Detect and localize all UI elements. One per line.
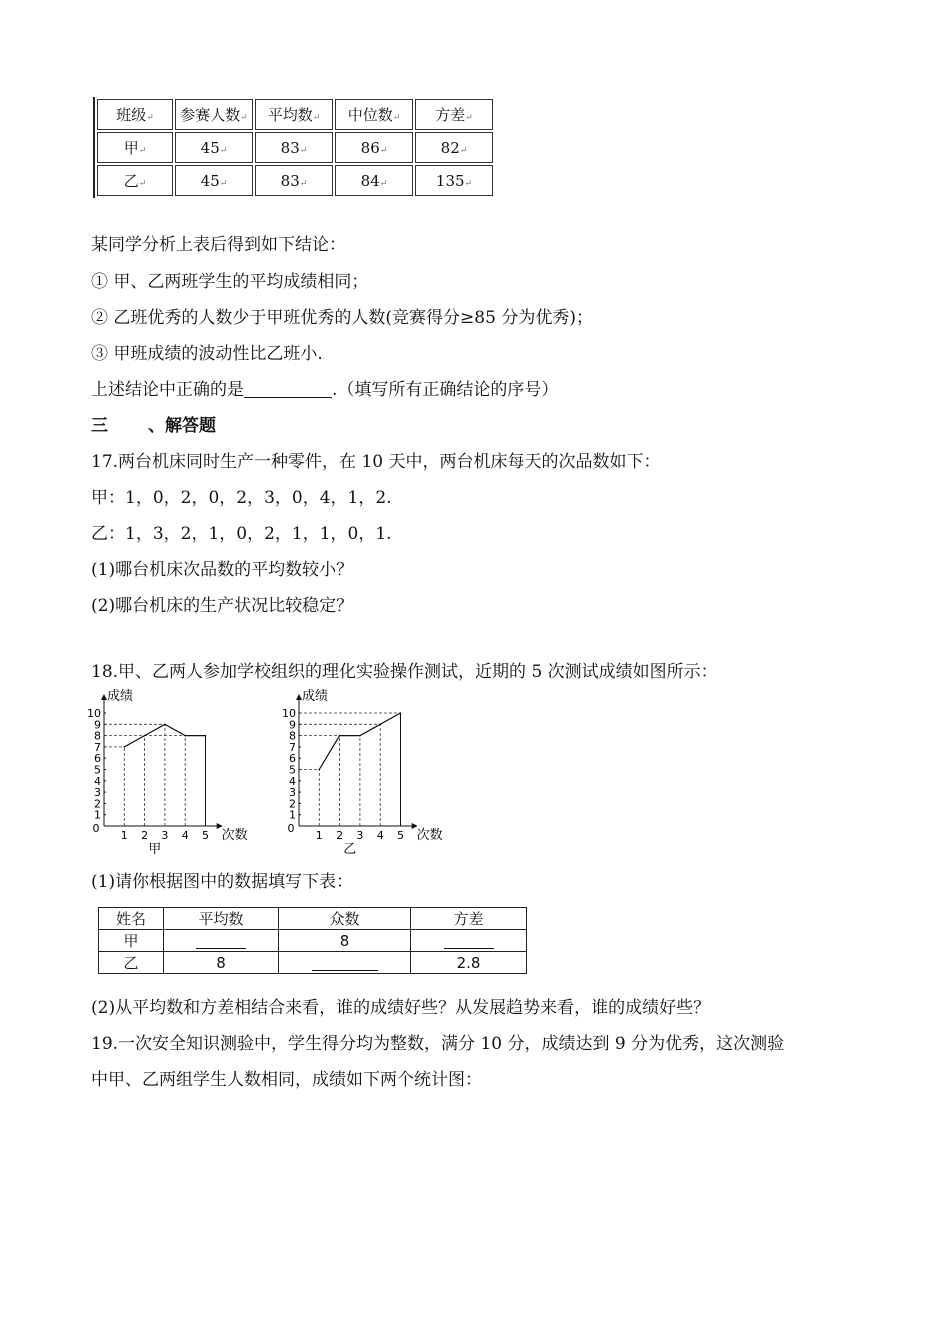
table-cell: 甲↵ xyxy=(97,132,173,163)
y-tick-label: 3 xyxy=(94,786,101,800)
table-header-cell: 方差 xyxy=(411,908,527,930)
q17-part-2: (2)哪台机床的生产状况比较稳定？ xyxy=(91,596,354,616)
table-cell: 83↵ xyxy=(255,165,333,196)
y-tick-label: 4 xyxy=(94,774,101,788)
section-number: 三 xyxy=(91,416,108,436)
table-cell xyxy=(411,930,527,952)
y-tick-label: 7 xyxy=(94,740,101,754)
q16-conclusion-2: ② 乙班优秀的人数少于甲班优秀的人数(竞赛得分≥85 分为优秀)； xyxy=(91,308,593,328)
table-header-cell: 姓名 xyxy=(99,908,164,930)
data-point xyxy=(339,735,341,737)
y-axis-label: 成绩 xyxy=(302,689,329,704)
class-stats-table xyxy=(93,97,495,198)
answer-blank[interactable] xyxy=(196,934,246,949)
q17-jia-data: 甲：1，0，2，0，2，3，0，4，1，2. xyxy=(91,488,392,508)
table-cell: 83↵ xyxy=(255,132,333,163)
x-tick-label: 3 xyxy=(161,829,169,842)
y-tick-label: 1 xyxy=(94,808,101,822)
table-cell: 乙 xyxy=(99,952,164,974)
y-tick-label: 8 xyxy=(94,729,101,743)
chart-title: 甲 xyxy=(148,842,162,856)
q18-stem: 18.甲、乙两人参加学校组织的理化实验操作测试，近期的 5 次测试成绩如图所示： xyxy=(91,662,718,682)
table-header-row xyxy=(99,908,527,930)
table-cell: 甲 xyxy=(99,930,164,952)
y-tick-label: 4 xyxy=(289,774,296,788)
data-point xyxy=(319,769,321,771)
x-tick-label: 2 xyxy=(141,829,149,842)
q16-intro: 某同学分析上表后得到如下结论： xyxy=(91,235,346,255)
y-tick-label: 10 xyxy=(282,707,296,720)
q16-answer-line xyxy=(91,378,558,402)
table-cell: 45↵ xyxy=(175,165,253,196)
y-tick-label: 1 xyxy=(289,808,296,822)
q16-answer-prefix: 上述结论中正确的是 xyxy=(91,380,244,400)
y-tick-label: 2 xyxy=(289,797,296,811)
origin-label: 0 xyxy=(92,822,100,835)
x-tick-label: 4 xyxy=(376,829,384,842)
q16-conclusion-1: ① 甲、乙两班学生的平均成绩相同； xyxy=(91,272,369,292)
series-line xyxy=(319,713,400,770)
y-tick-label: 8 xyxy=(289,729,296,743)
q18-part-2: (2)从平均数和方差相结合来看，谁的成绩好些？从发展趋势来看，谁的成绩好些？ xyxy=(91,998,711,1018)
x-tick-label: 5 xyxy=(202,829,209,842)
table-header-cell: 参赛人数↵ xyxy=(175,99,253,130)
table-cell: 86↵ xyxy=(335,132,413,163)
table-row xyxy=(97,165,493,196)
table-cell: 8 xyxy=(279,930,411,952)
y-tick-label: 9 xyxy=(289,718,296,732)
answer-blank[interactable] xyxy=(444,934,494,949)
q16-answer-blank[interactable] xyxy=(244,383,332,398)
y-tick-label: 10 xyxy=(87,707,101,720)
table-row xyxy=(99,930,527,952)
x-tick-label: 2 xyxy=(336,829,344,842)
x-tick-label: 4 xyxy=(181,829,189,842)
y-tick-label: 9 xyxy=(94,718,101,732)
chart-title: 乙 xyxy=(343,842,357,856)
y-tick-label: 5 xyxy=(94,763,101,777)
q19-line-2: 中甲、乙两组学生人数相同，成绩如下两个统计图： xyxy=(91,1070,482,1090)
y-axis-label: 成绩 xyxy=(107,689,134,704)
q17-stem: 17.两台机床同时生产一种零件，在 10 天中，两台机床每天的次品数如下： xyxy=(91,452,661,472)
data-point xyxy=(164,724,166,726)
table-header-cell: 中位数↵ xyxy=(335,99,413,130)
x-tick-label: 5 xyxy=(397,829,404,842)
table-header-cell: 班级↵ xyxy=(97,99,173,130)
table-header-row xyxy=(97,99,493,130)
data-point xyxy=(400,712,402,714)
q16-conclusion-3: ③ 甲班成绩的波动性比乙班小. xyxy=(91,344,323,364)
q18-part-1: (1)请你根据图中的数据填写下表： xyxy=(91,872,354,892)
y-tick-label: 3 xyxy=(289,786,296,800)
table-row xyxy=(99,952,527,974)
section-heading xyxy=(91,414,216,438)
data-point xyxy=(359,735,361,737)
table-cell: 84↵ xyxy=(335,165,413,196)
answer-blank[interactable] xyxy=(312,956,378,971)
section-title: 、解答题 xyxy=(148,416,216,436)
x-tick-label: 3 xyxy=(356,829,364,842)
chart-jia xyxy=(87,688,248,856)
table-cell: 2.8 xyxy=(411,952,527,974)
origin-label: 0 xyxy=(287,822,295,835)
q17-yi-data: 乙：1，3，2，1，0，2，1，1，0，1. xyxy=(91,524,392,544)
data-point xyxy=(379,724,381,726)
score-charts xyxy=(85,688,465,856)
data-point xyxy=(205,735,207,737)
y-tick-label: 7 xyxy=(289,740,296,754)
table-cell: 45↵ xyxy=(175,132,253,163)
y-tick-label: 5 xyxy=(289,763,296,777)
q18-fill-table xyxy=(98,907,527,974)
y-tick-label: 6 xyxy=(94,752,101,766)
q19-line-1: 19.一次安全知识测验中，学生得分均为整数，满分 10 分，成绩达到 9 分为优秀，这次测验 xyxy=(91,1034,785,1054)
chart-yi xyxy=(282,688,443,856)
table-cell: 乙↵ xyxy=(97,165,173,196)
data-point xyxy=(144,735,146,737)
table-row xyxy=(97,132,493,163)
table-cell xyxy=(279,952,411,974)
table-cell: 8 xyxy=(164,952,279,974)
data-point xyxy=(184,735,186,737)
x-axis-label: 次数 xyxy=(416,828,443,843)
table-cell: 82↵ xyxy=(415,132,493,163)
table-header-cell: 平均数 xyxy=(164,908,279,930)
table-header-cell: 方差↵ xyxy=(415,99,493,130)
table-header-cell: 平均数↵ xyxy=(255,99,333,130)
y-tick-label: 2 xyxy=(94,797,101,811)
q16-answer-suffix: .（填写所有正确结论的序号） xyxy=(332,380,559,400)
x-tick-label: 1 xyxy=(315,829,323,842)
q17-part-1: (1)哪台机床次品数的平均数较小？ xyxy=(91,560,354,580)
table-cell: 135↵ xyxy=(415,165,493,196)
y-tick-label: 6 xyxy=(289,752,296,766)
x-tick-label: 1 xyxy=(120,829,128,842)
data-point xyxy=(124,746,126,748)
table-cell xyxy=(164,930,279,952)
table-header-cell: 众数 xyxy=(279,908,411,930)
x-axis-label: 次数 xyxy=(221,828,248,843)
